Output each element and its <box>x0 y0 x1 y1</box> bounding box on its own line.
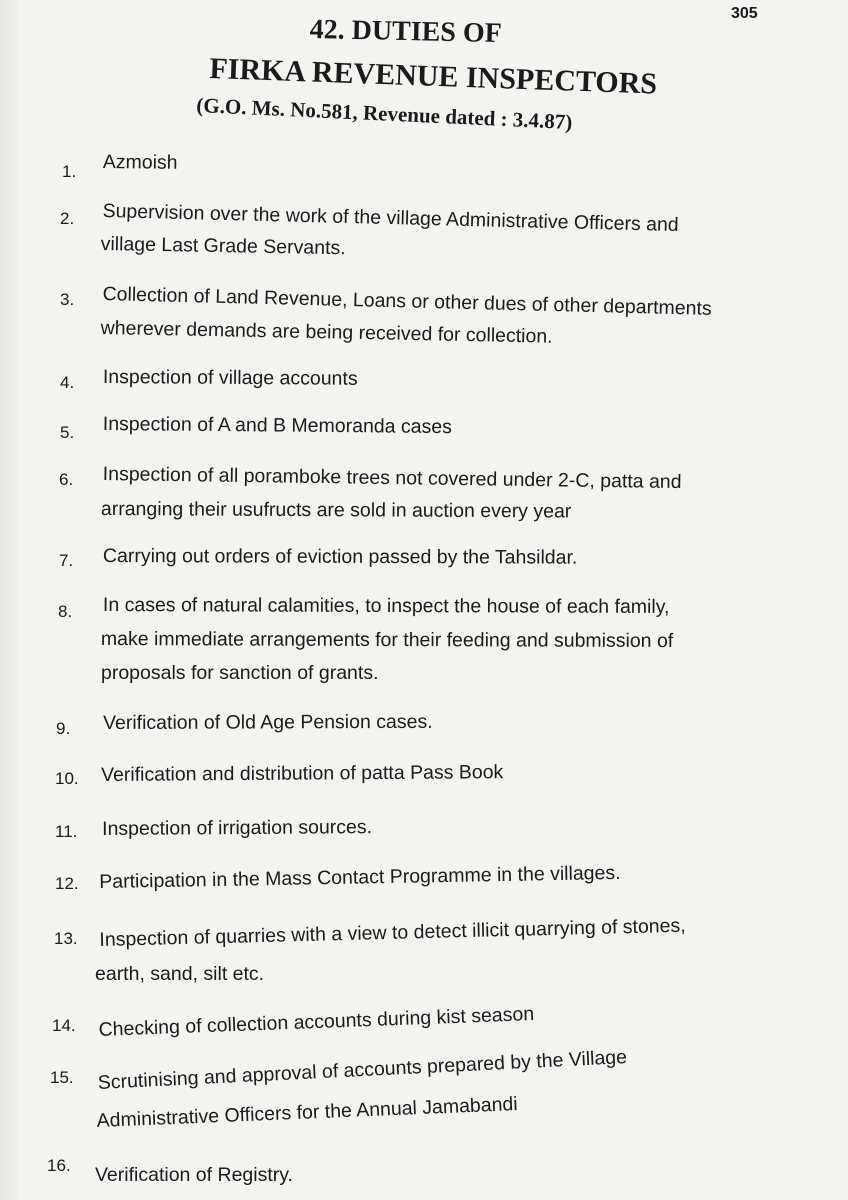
page-edge-shadow <box>0 0 20 1200</box>
list-item-number: 14. <box>52 1016 76 1035</box>
list-item-text: Inspection of A and B Memoranda cases <box>102 412 452 439</box>
list-item-text: Azmoish <box>102 150 178 174</box>
list-item-number: 12. <box>55 874 79 893</box>
list-item-text: Collection of Land Revenue, Loans or other dues of other departments <box>102 282 712 320</box>
list-item-number: 8. <box>58 602 73 621</box>
list-item-number: 16. <box>47 1156 71 1175</box>
list-item-text: Carrying out orders of eviction passed by the Tahsildar. <box>102 544 578 569</box>
list-item-text: Scrutinising and approval of accounts prepared by the Village <box>97 1046 628 1094</box>
list-item-text: village Last Grade Servants. <box>100 232 346 260</box>
list-item-number: 6. <box>59 470 74 489</box>
list-item-number: 3. <box>60 290 75 309</box>
list-item-number: 15. <box>50 1068 74 1087</box>
list-item-text: wherever demands are being received for collection. <box>100 316 553 348</box>
section-title: 42. DUTIES OF <box>309 14 503 50</box>
list-item-text: Verification and distribution of patta Pass Book <box>101 761 504 786</box>
list-item-number: 4. <box>60 373 75 392</box>
list-item-text: Administrative Officers for the Annual Jamabandi <box>96 1093 519 1132</box>
list-item-text: Inspection of irrigation sources. <box>102 816 373 840</box>
list-item-text: Checking of collection accounts during kist season <box>98 1003 535 1041</box>
list-item-text: earth, sand, silt etc. <box>95 963 265 985</box>
list-item-text: Inspection of quarries with a view to detect illicit quarrying of stones, <box>99 914 686 951</box>
list-item-text: Participation in the Mass Contact Programme in the villages. <box>99 861 621 893</box>
list-item-text: Inspection of all poramboke trees not covered under 2-C, patta and <box>102 462 682 494</box>
list-item-number: 7. <box>59 551 74 570</box>
list-item-text: Verification of Old Age Pension cases. <box>103 710 433 734</box>
section-subtitle: FIRKA REVENUE INSPECTORS <box>208 52 658 101</box>
list-item-text: Supervision over the work of the village Administrative Officers and <box>102 199 679 237</box>
list-item-text: In cases of natural calamities, to inspect the house of each family, <box>102 593 670 618</box>
list-item-number: 13. <box>54 929 78 948</box>
page-number: 305 <box>731 5 758 22</box>
list-item-number: 1. <box>62 162 77 181</box>
list-item-number: 2. <box>60 209 75 228</box>
list-item-number: 9. <box>56 719 71 738</box>
list-item-text: Inspection of village accounts <box>102 365 358 390</box>
list-item-text: Verification of Registry. <box>95 1164 293 1186</box>
list-item-text: arranging their usufructs are sold in auction every year <box>100 497 572 523</box>
list-item-text: make immediate arrangements for their feeding and submission of <box>100 627 674 652</box>
list-item-text: proposals for sanction of grants. <box>101 662 379 684</box>
list-item-number: 11. <box>55 822 78 841</box>
list-item-number: 5. <box>60 423 75 442</box>
government-order-reference: (G.O. Ms. No.581, Revenue dated : 3.4.87) <box>195 93 573 135</box>
list-item-number: 10. <box>55 769 79 788</box>
